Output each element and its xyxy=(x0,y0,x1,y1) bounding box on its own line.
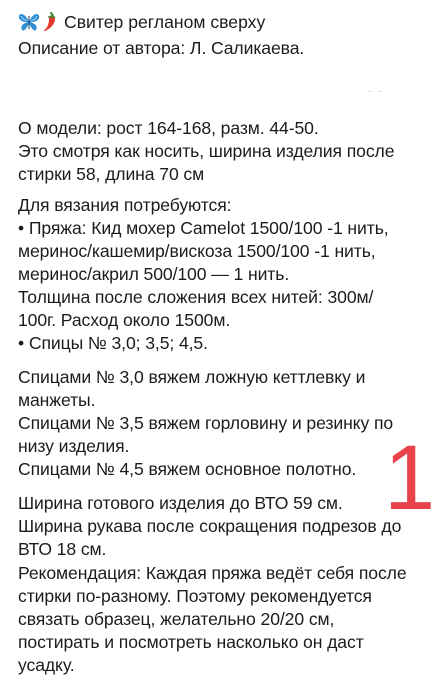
page-number: 1 xyxy=(384,427,436,529)
document-title: Свитер регланом сверху xyxy=(64,12,266,32)
sizes-line-5: стирки по-разному. Поэтому рекомендуется xyxy=(18,586,372,606)
sizes-line-1: Ширина готового изделия до ВТО 59 см. xyxy=(18,493,343,513)
needles-line-2: манжеты. xyxy=(18,390,96,410)
model-line-1: О модели: рост 164-168, разм. 44-50. xyxy=(18,118,319,138)
sizes-line-7: постирать и посмотреть насколько он даст xyxy=(18,632,364,652)
sizes-line-4: Рекомендация: Каждая пряжа ведёт себя после xyxy=(18,563,407,583)
model-line-2: Это смотря как носить, ширина изделия после xyxy=(18,141,395,161)
butterfly-icon xyxy=(18,12,40,32)
title-row xyxy=(18,10,265,34)
materials-line-5: Толщина после сложения всех нитей: 300м/ xyxy=(18,287,374,307)
materials-line-6: 100г. Расход около 1500м. xyxy=(18,310,231,330)
materials-line-3: меринос/кашемир/вискоза 1500/100 -1 нить, xyxy=(18,241,376,261)
materials-line-1: Для вязания потребуются: xyxy=(18,195,232,215)
needles-line-3: Спицами № 3,5 вяжем горловину и резинку по xyxy=(18,413,394,433)
materials-line-7: • Спицы № 3,0; 3,5; 4,5. xyxy=(18,333,208,353)
pepper-icon xyxy=(42,12,58,32)
model-line-3: стирки 58, длина 70 см xyxy=(18,164,205,184)
faint-dots: · · xyxy=(368,86,384,97)
sizes-line-2: Ширина рукава после сокращения подрезов до xyxy=(18,516,402,536)
needles-line-4: низу изделия. xyxy=(18,436,130,456)
sizes-line-3: ВТО 18 см. xyxy=(18,539,107,559)
materials-line-2: • Пряжа: Кид мохер Camelot 1500/100 -1 нить, xyxy=(18,218,389,238)
sizes-line-6: связать образец, желательно 20/20 см, xyxy=(18,609,335,629)
sizes-line-8: усадку. xyxy=(18,655,75,675)
author-line: Описание от автора: Л. Саликаева. xyxy=(18,38,305,58)
needles-line-5: Спицами № 4,5 вяжем основное полотно. xyxy=(18,459,357,479)
materials-line-4: меринос/акрил 500/100 — 1 нить. xyxy=(18,264,290,284)
needles-line-1: Спицами № 3,0 вяжем ложную кеттлевку и xyxy=(18,367,366,387)
